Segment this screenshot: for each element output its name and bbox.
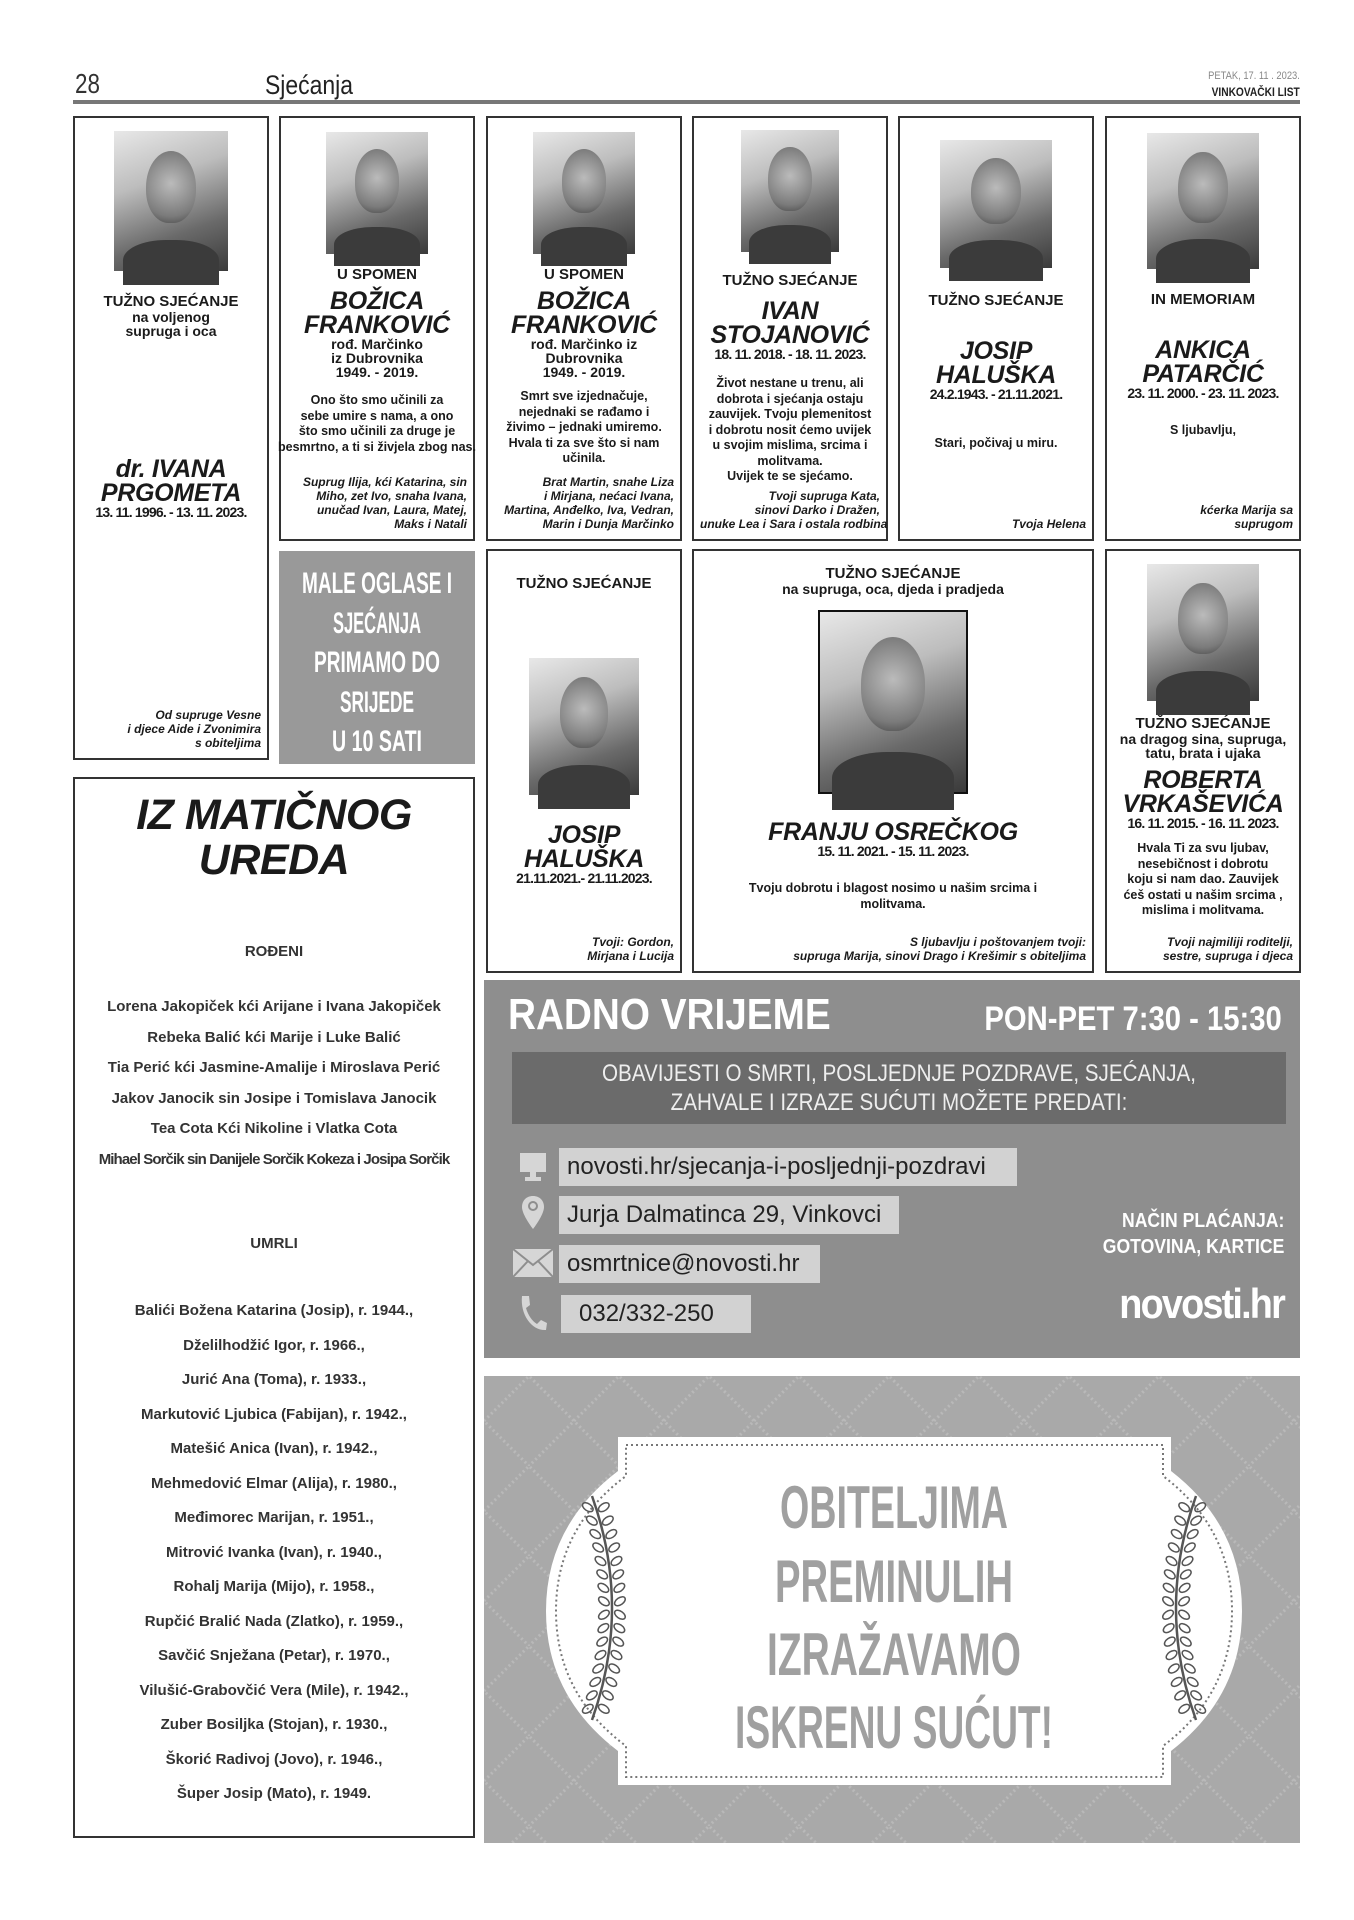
name-line: STOJANOVIĆ (710, 321, 870, 349)
name-line: HALUŠKA (523, 845, 645, 873)
message-line: Uvijek te se sjećamo. (727, 469, 853, 483)
email-icon (512, 1248, 554, 1278)
subtitle-line: na supruga, oca, djeda i pradjeda (782, 581, 1004, 597)
deceased-name (768, 820, 1018, 844)
message-line: nejednaki se rađamo i (518, 404, 650, 419)
signature-line: Marin i Dunja Marčinko (542, 517, 674, 531)
notice-signature (1113, 935, 1293, 963)
died-entry: Savčić Snježana (Petar), r. 1970., (158, 1647, 390, 1664)
signature-line: i Mirjana, nećaci Ivana, (543, 489, 674, 503)
signature-line: Martina, Anđelko, Iva, Vedran, (504, 503, 674, 517)
notice-signature (81, 708, 261, 750)
notice-signature (1113, 503, 1293, 531)
message-line: što smo učinili za druge je (298, 424, 456, 438)
message-line: mislima i molitvama. (1141, 903, 1265, 917)
portrait-photo (818, 610, 968, 794)
notice-dates: 18. 11. 2018. - 18. 11. 2023. (714, 346, 866, 362)
subtitle-line: supruga i oca (125, 323, 217, 339)
name-line: PRGOMETA (100, 479, 242, 507)
deceased-name (710, 299, 869, 347)
message-line: ćeš ostati u našim srcima , (1123, 887, 1283, 902)
message-line: nesebičnost i dobrotu (1137, 856, 1269, 871)
name-line: FRANKOVIĆ (304, 311, 450, 339)
signature-line: sinovi Darko i Dražen, (754, 503, 880, 517)
message-line: učinila. (562, 451, 606, 465)
signature-line: s obiteljima (194, 736, 261, 750)
header-rule (73, 100, 1300, 104)
notice-signature (700, 489, 888, 531)
born-entry: Rebeka Balić kći Marije i Luke Balić (147, 1028, 401, 1046)
signature-line: suprugom (1234, 517, 1293, 531)
registry-title-line: UREDA (198, 836, 350, 884)
notice-signature (906, 517, 1086, 531)
notice-details (331, 337, 423, 379)
notice-message (935, 436, 1058, 452)
condolence-line: PREMINULIH (775, 1548, 1013, 1615)
name-line: ROBERTA (1143, 766, 1263, 794)
notice-message (749, 881, 1037, 912)
born-entry: Tea Cota Kći Nikoline i Vlatka Cota (150, 1120, 398, 1137)
message-line: Hvala Ti za svu ljubav, (1137, 841, 1269, 855)
subtitle-line: tatu, brata i ujaka (1145, 745, 1261, 761)
notice-message (1170, 423, 1236, 439)
notice-message (1123, 841, 1282, 919)
message-line: besmrtno, a ti si živjela zbog nas. (278, 439, 476, 454)
notice-label: TUŽNO SJEĆANJE (928, 292, 1064, 309)
message-line: Stari, počivaj u miru. (934, 436, 1058, 450)
signature-line: Suprug Ilija, kći Katarina, sin (302, 475, 467, 489)
notice-subtitle (782, 582, 1004, 596)
memorial-notice (279, 116, 475, 541)
message-line: sebe umire s nama, a ono (300, 408, 454, 423)
deadline-line: U 10 SATI (332, 725, 422, 758)
name-line: FRANJU OSREČKOG (768, 818, 1018, 846)
payment-label: NAČIN PLAĆANJA: (1121, 1210, 1284, 1232)
died-entry: Balići Božena Katarina (Josip), r. 1944., (134, 1302, 414, 1319)
signature-line: sestre, supruga i djeca (1162, 949, 1293, 963)
deceased-name (511, 289, 657, 337)
signature-line: Miho, zet Ivo, snaha Ivana, (316, 489, 467, 503)
details-line: 1949. - 2019. (335, 364, 419, 380)
message-line: u svojim mislima, srcima i (712, 438, 868, 452)
notice-dates: 21.11.2021.- 21.11.2023. (516, 870, 652, 886)
submission-info-line: ZAHVALE I IZRAZE SUĆUTI MOŽETE PREDATI: (670, 1089, 1128, 1116)
memorial-notice (1105, 549, 1301, 973)
name-line: FRANKOVIĆ (511, 311, 657, 339)
details-line: iz Dubrovnika (331, 350, 423, 366)
notice-signature (494, 935, 674, 963)
died-entry: Jurić Ana (Toma), r. 1933., (181, 1371, 367, 1388)
signature-line: Tvoji supruga Kata, (768, 489, 880, 503)
died-entry: Markutović Ljubica (Fabijan), r. 1942., (141, 1405, 407, 1423)
name-line: BOŽICA (329, 287, 424, 315)
submission-info-bar (512, 1052, 1286, 1124)
deceased-name (524, 823, 644, 871)
office-hours-ad (484, 980, 1300, 1358)
submission-info-line: OBAVIJESTI O SMRTI, POSLJEDNJE POZDRAVE, SJEĆANJA, (601, 1060, 1197, 1087)
notice-signature (494, 475, 674, 531)
portrait-photo (326, 132, 428, 254)
deceased-name (1123, 768, 1284, 816)
condolence-ad (484, 1376, 1300, 1843)
name-line: VRKAŠEVIĆA (1122, 790, 1284, 818)
signature-line: Mirjana i Lucija (587, 949, 674, 963)
notice-label: TUŽNO SJEĆANJE (825, 565, 961, 582)
phone-icon (516, 1293, 548, 1333)
address-field (559, 1196, 899, 1234)
memorial-notice (898, 116, 1094, 541)
payment-value: GOTOVINA, KARTICE (1102, 1236, 1284, 1258)
died-entry: Rupčić Bralić Nada (Zlatko), r. 1959., (144, 1612, 404, 1630)
signature-line: Tvoja Helena (1011, 517, 1086, 531)
novosti-logo: novosti.hr (1119, 1280, 1284, 1327)
died-entry: Međimorec Marijan, r. 1951., (174, 1509, 374, 1526)
notice-dates: 13. 11. 1996. - 13. 11. 2023. (95, 504, 247, 520)
born-list (75, 998, 473, 1181)
memorial-notice (692, 116, 888, 541)
message-line: Ono što smo učinili za (310, 393, 444, 407)
name-line: dr. IVANA (115, 455, 227, 483)
message-line: Smrt sve izjednačuje, (520, 389, 648, 403)
name-line: ANKICA (1155, 336, 1251, 364)
registry-title-line: IZ MATIČNOG (136, 791, 412, 839)
portrait-photo (940, 140, 1052, 268)
portrait-photo (741, 130, 839, 252)
message-line: Hvala ti za sve što si nam (508, 435, 660, 450)
died-entry: Rohalj Marija (Mijo), r. 1958., (173, 1578, 375, 1595)
details-line: rođ. Marčinko iz (530, 336, 638, 352)
notice-label: U SPOMEN (336, 266, 417, 283)
deadline-line: MALE OGLASE I (302, 567, 452, 600)
died-entry: Dželilhodžić Igor, r. 1966., (183, 1336, 365, 1354)
died-entry: Zuber Bosiljka (Stojan), r. 1930., (160, 1716, 388, 1733)
notice-label: TUŽNO SJEĆANJE (103, 293, 239, 310)
born-entry: Mihael Sorčik sin Danijele Sorčik Kokeza i Josipa Sorčik (98, 1150, 450, 1168)
message-line: Tvoju dobrotu i blagost nosimo u našim srcima i (748, 881, 1038, 895)
details-line: Dubrovnika (545, 350, 623, 366)
notice-subtitle (1120, 732, 1286, 760)
signature-line: Brat Martin, snahe Liza (542, 475, 674, 489)
details-line: 1949. - 2019. (542, 364, 626, 380)
died-entry: Matešić Anica (Ivan), r. 1942., (170, 1440, 378, 1457)
phone-field (561, 1295, 751, 1333)
notice-signature (700, 935, 1086, 963)
message-line: S ljubavlju, (1170, 423, 1236, 437)
notice-signature (287, 475, 467, 531)
website-text: novosti.hr/sjecanja-i-posljednji-pozdravi (567, 1153, 986, 1180)
died-entry: Vilušić-Grabovčić Vera (Mile), r. 1942., (139, 1681, 409, 1699)
portrait-photo (533, 132, 635, 254)
signature-line: i djece Aide i Zvonimira (127, 722, 261, 736)
deceased-name (1142, 338, 1263, 386)
notice-label: TUŽNO SJEĆANJE (1135, 715, 1271, 732)
portrait-photo (1147, 133, 1259, 269)
condolence-line: IZRAŽAVAMO (767, 1621, 1021, 1688)
notice-label: TUŽNO SJEĆANJE (516, 575, 652, 592)
message-line: koju si nam dao. Zauvijek (1127, 872, 1279, 886)
signature-line: Tvoji najmiliji roditelji, (1166, 935, 1293, 949)
deceased-name (101, 457, 241, 505)
condolence-line: ISKRENU SUĆUT! (735, 1694, 1053, 1761)
condolence-line: OBITELJIMA (780, 1474, 1008, 1541)
notice-details (531, 337, 638, 379)
died-entry: Mehmedović Elmar (Alija), r. 1980., (151, 1474, 397, 1492)
condolence-graphic (484, 1376, 1300, 1843)
payment-methods (1102, 1208, 1284, 1260)
notice-subtitle (125, 310, 216, 338)
died-heading: UMRLI (250, 1235, 298, 1252)
name-line: HALUŠKA (935, 361, 1057, 389)
message-line: i dobrotu nosit ćemo uvijek (708, 422, 872, 437)
memorial-notice (692, 549, 1094, 973)
died-entry: Šuper Josip (Mato), r. 1949. (176, 1785, 372, 1802)
notice-dates: 15. 11. 2021. - 15. 11. 2023. (817, 843, 969, 859)
deceased-name (304, 289, 450, 337)
small-ads-deadline-banner (279, 551, 494, 764)
portrait-photo (114, 131, 228, 271)
signature-line: Od supruge Vesne (155, 708, 261, 722)
name-line: JOSIP (959, 337, 1033, 365)
born-entry: Lorena Jakopiček kći Arijane i Ivana Jakopiček (107, 998, 441, 1015)
deadline-line: SJEĆANJA (333, 607, 494, 640)
message-line: Život nestane u trenu, ali (716, 376, 864, 390)
name-line: PATARČIĆ (1142, 360, 1264, 388)
message-line: živimo – jednaki umiremo. (506, 420, 662, 434)
page-number: 28 (75, 68, 100, 99)
notice-dates: 16. 11. 2015. - 16. 11. 2023. (1127, 815, 1279, 831)
died-entry: Škorić Radivoj (Jovo), r. 1946., (165, 1750, 383, 1768)
died-list (75, 1302, 473, 1820)
location-pin-icon (520, 1194, 546, 1234)
registry-office-section (73, 777, 475, 1838)
section-title: Sjećanja (265, 70, 354, 100)
died-entry: Mitrović Ivanka (Ivan), r. 1940., (166, 1543, 382, 1561)
portrait-photo (529, 658, 639, 795)
deadline-line: PRIMAMO DO (314, 646, 440, 679)
details-line: rođ. Marčinko (331, 336, 423, 352)
message-line: molitvama. (860, 896, 926, 911)
signature-line: Tvoji: Gordon, (592, 935, 674, 949)
subtitle-line: na dragog sina, supruga, (1119, 731, 1287, 747)
address-text: Jurja Dalmatinca 29, Vinkovci (567, 1201, 882, 1228)
deceased-name (936, 339, 1056, 387)
message-line: dobrota i sjećanja ostaju (716, 391, 864, 406)
name-line: JOSIP (547, 821, 621, 849)
memorial-notice (486, 549, 682, 973)
name-line: BOŽICA (536, 287, 631, 315)
signature-line: S ljubavlju i poštovanjem tvoji: (909, 935, 1086, 949)
email-link[interactable] (559, 1245, 820, 1283)
small-ads-deadline-text (279, 551, 494, 764)
memorial-notice (486, 116, 682, 541)
born-entry: Tia Perić kći Jasmine-Amalije i Miroslava Perić (107, 1059, 441, 1076)
signature-line: unučad Ivan, Laura, Matej, (316, 503, 467, 517)
signature-line: kćerka Marija sa (1200, 503, 1293, 517)
notice-message (506, 389, 662, 467)
website-link[interactable] (559, 1148, 1017, 1186)
born-entry: Jakov Janocik sin Josipe i Tomislava Janocik (111, 1089, 437, 1107)
memorial-notice (1105, 116, 1301, 541)
office-hours-title: RADNO VRIJEME (508, 990, 831, 1039)
message-line: molitvama. (757, 453, 823, 468)
notice-dates: 23. 11. 2000. - 23. 11. 2023. (1127, 385, 1279, 401)
email-text: osmrtnice@novosti.hr (567, 1250, 800, 1277)
signature-line: unuke Lea i Sara i ostala rodbina (700, 517, 888, 531)
newspaper-name: VINKOVAČKI LIST (1211, 85, 1300, 99)
issue-date: PETAK, 17. 11 . 2023. (1208, 70, 1300, 82)
born-heading: ROĐENI (244, 943, 304, 960)
notice-message (709, 376, 872, 485)
notice-message (278, 393, 476, 455)
office-hours-value: PON-PET 7:30 - 15:30 (984, 1000, 1282, 1038)
computer-icon (516, 1150, 550, 1184)
signature-line: supruga Marija, sinovi Drago i Krešimir s obiteljima (793, 949, 1086, 963)
message-line: zauvijek. Tvoju plemenitost (708, 407, 872, 421)
portrait-photo (1147, 564, 1259, 701)
subtitle-line: na voljenog (132, 309, 210, 325)
deadline-line: SRIJEDE (340, 686, 414, 719)
signature-line: Maks i Natali (394, 517, 467, 531)
registry-title (75, 793, 473, 883)
notice-label: TUŽNO SJEĆANJE (722, 272, 858, 289)
name-line: IVAN (761, 297, 819, 325)
memorial-notice (73, 116, 269, 760)
notice-label: U SPOMEN (543, 266, 624, 283)
notice-dates: 24.2.1943. - 21.11.2021. (929, 386, 1063, 402)
phone-text: 032/332-250 (579, 1300, 714, 1327)
notice-label: IN MEMORIAM (1150, 291, 1256, 308)
